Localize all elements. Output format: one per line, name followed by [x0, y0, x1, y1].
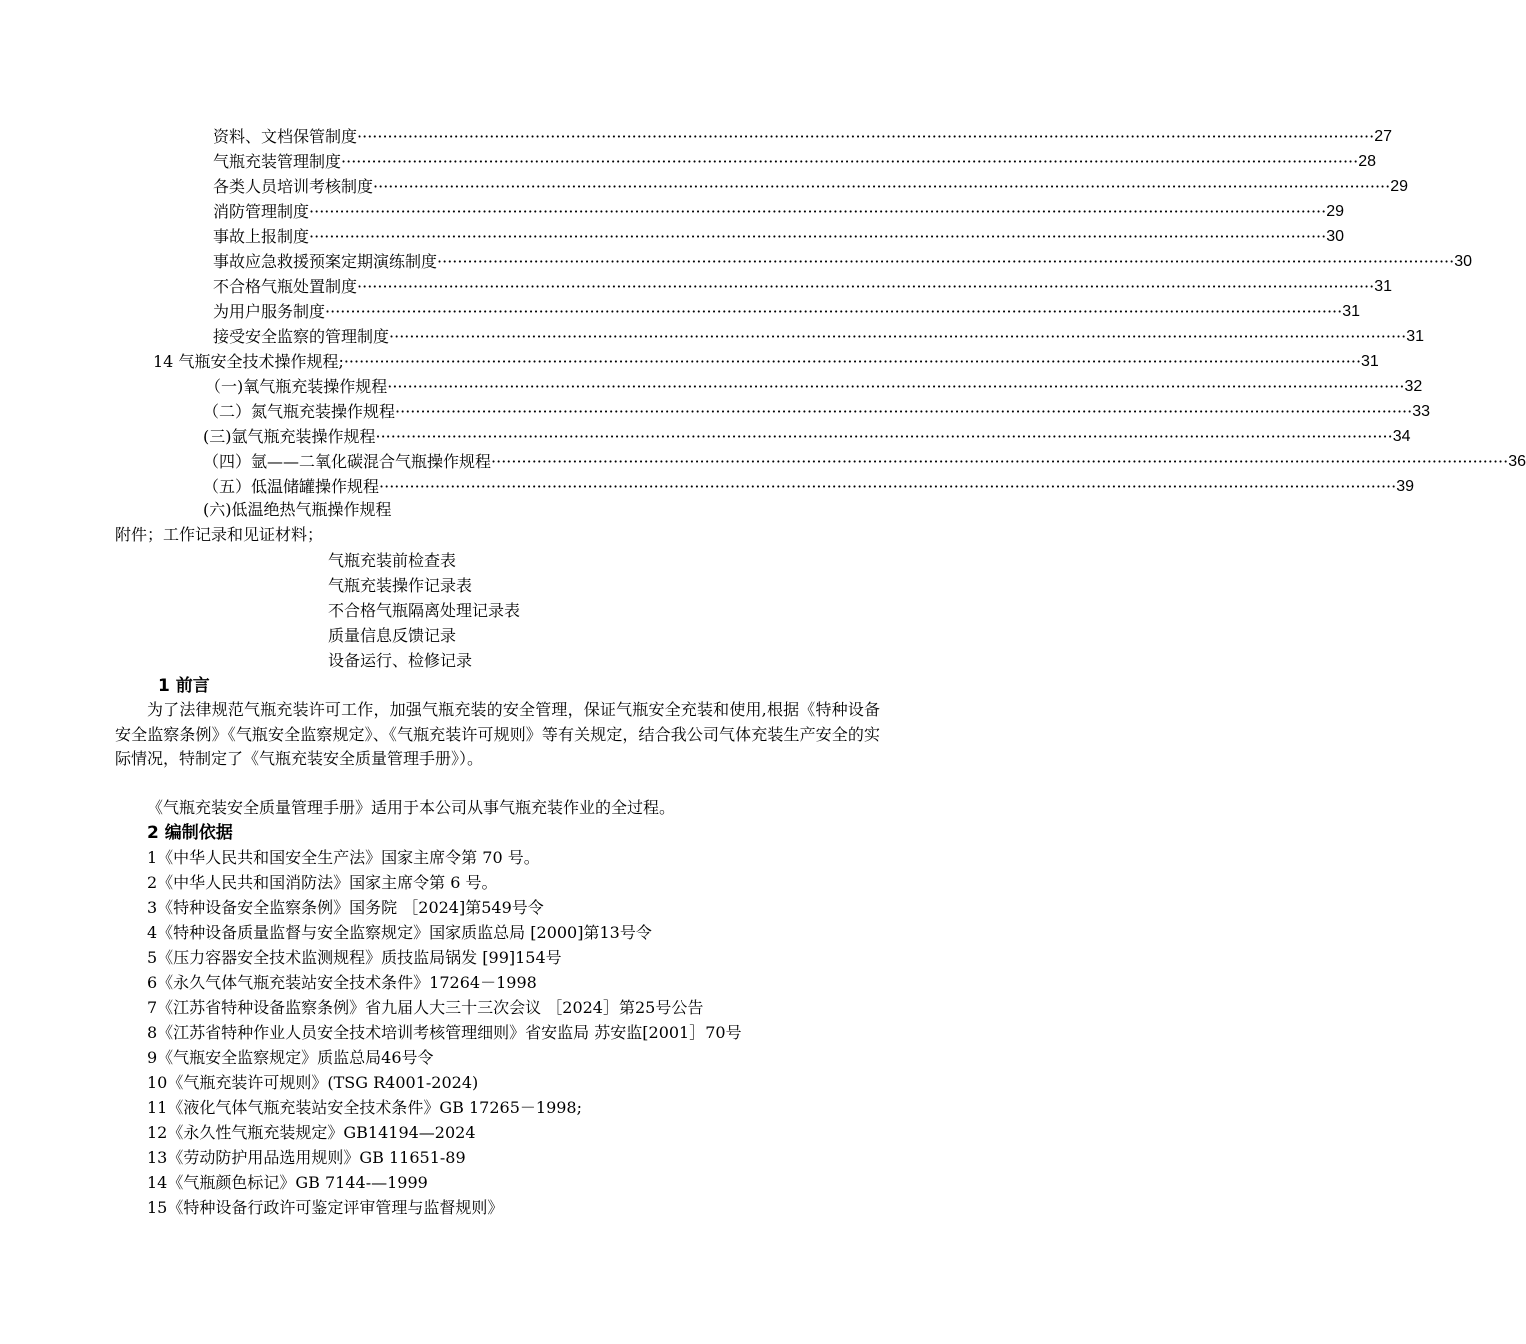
toc-item-page: 29: [1390, 178, 1408, 195]
preface-paragraph: 为了法律规范气瓶充装许可工作，加强气瓶充装的安全管理，保证气瓶安全充装和使用,根据《特种设备安全监察条例》《气瓶安全监察规定》、《气瓶充装许可规则》等有关规定，结合我公司气体充装生产安全的实际情况，特制定了《气瓶充装安全质量管理手册》）。: [115, 700, 880, 768]
toc-item: [213, 126, 1392, 148]
toc-leader-dots: ········································································································································································································: [341, 152, 1359, 171]
toc-item-label: 不合格气瓶处置制度: [213, 277, 358, 296]
toc-item-page: 31: [1342, 303, 1360, 320]
toc-leader-dots: ········································································································································································································: [389, 327, 1407, 346]
toc-item: [213, 301, 1360, 323]
toc-item: [203, 401, 1430, 423]
basis-item: 8《江苏省特种作业人员安全技术培训考核管理细则》省安监局 苏安监[2001］70号: [147, 1023, 742, 1042]
attachment-item: 质量信息反馈记录: [328, 626, 457, 645]
toc-item-label: 14 气瓶安全技术操作规程;: [153, 352, 344, 371]
toc-item: [213, 151, 1376, 173]
basis-item: 5《压力容器安全技术监测规程》质技监局锅发 [99]154号: [147, 948, 562, 967]
toc-item: [213, 276, 1392, 298]
toc-leader-dots: ········································································································································································································: [379, 477, 1397, 496]
toc-leader-dots: ········································································································································································································: [357, 127, 1375, 146]
toc-item-label: （四）氩——二氧化碳混合气瓶操作规程: [203, 452, 492, 471]
toc-leader-dots: ········································································································································································································: [395, 402, 1413, 421]
basis-item: 1《中华人民共和国安全生产法》国家主席令第 70 号。: [147, 848, 540, 867]
toc-item: [213, 201, 1344, 223]
toc-item: [213, 251, 1472, 273]
toc-leader-dots: ········································································································································································································: [309, 202, 1327, 221]
toc-item-page: 32: [1404, 378, 1423, 395]
toc-leader-dots: ········································································································································································································: [309, 227, 1327, 246]
toc-item-page: 36: [1508, 453, 1526, 470]
toc-item-label: （五）低温储罐操作规程: [203, 477, 380, 496]
toc-item: [203, 451, 1526, 473]
toc-leader-dots: ········································································································································································································: [437, 252, 1455, 271]
toc-item: [203, 476, 1414, 498]
toc-item: [213, 176, 1408, 198]
toc-item-page: 28: [1358, 153, 1376, 170]
toc-item-label: 事故上报制度: [213, 227, 310, 246]
toc-item: [213, 326, 1424, 348]
basis-item: 10《气瓶充装许可规则》(TSG R4001-2024): [147, 1073, 479, 1092]
toc-item-label: (三)氩气瓶充装操作规程: [203, 427, 376, 446]
toc-item-page: 30: [1326, 228, 1344, 245]
attachments-title: 附件；工作记录和见证材料；: [115, 525, 324, 544]
toc-item-page: 31: [1406, 328, 1424, 345]
toc-item-label: （一)氧气瓶充装操作规程: [205, 377, 388, 396]
basis-item: 14《气瓶颜色标记》GB 7144-—1999: [147, 1173, 428, 1192]
toc-item-label: 各类人员培训考核制度: [213, 177, 374, 196]
attachment-item: 气瓶充装操作记录表: [328, 576, 473, 595]
toc-item-last: (六)低温绝热气瓶操作规程: [203, 500, 392, 519]
toc-item-label: 气瓶充装管理制度: [213, 152, 342, 171]
basis-item: 7《江苏省特种设备监察条例》省九届人大三十三次会议 ［2024］第25号公告: [147, 998, 704, 1017]
toc-item-label: 资料、文档保管制度: [213, 127, 358, 146]
toc-leader-dots: ········································································································································································································: [373, 177, 1391, 196]
toc-item-page: 31: [1374, 278, 1392, 295]
preface-heading: 1 前言: [158, 676, 210, 696]
toc-leader-dots: ········································································································································································································: [491, 452, 1509, 471]
toc-leader-dots: ········································································································································································································: [343, 352, 1362, 371]
attachment-item: 设备运行、检修记录: [328, 651, 473, 670]
basis-item: 4《特种设备质量监督与安全监察规定》国家质监总局 [2000]第13号令: [147, 923, 652, 942]
toc-item-label: （二）氮气瓶充装操作规程: [203, 402, 396, 421]
basis-item: 13《劳动防护用品选用规则》GB 11651-89: [147, 1148, 466, 1167]
basis-item: 3《特种设备安全监察条例》国务院 ［2024]第549号令: [147, 898, 544, 917]
preface-paragraph: 《气瓶充装安全质量管理手册》适用于本公司从事气瓶充装作业的全过程。: [147, 798, 676, 817]
toc-leader-dots: ········································································································································································································: [325, 302, 1343, 321]
basis-item: 15《特种设备行政许可鉴定评审管理与监督规则》: [147, 1198, 504, 1217]
toc-item-label: 为用户服务制度: [213, 302, 326, 321]
toc-leader-dots: ········································································································································································································: [357, 277, 1375, 296]
toc-item-page: 27: [1374, 128, 1392, 145]
basis-item: 9《气瓶安全监察规定》质监总局46号令: [147, 1048, 434, 1067]
attachment-item: 不合格气瓶隔离处理记录表: [328, 601, 521, 620]
toc-item: [203, 426, 1411, 448]
toc-item-page: 33: [1412, 403, 1430, 420]
basis-item: 11《液化气体气瓶充装站安全技术条件》GB 17265－1998;: [147, 1098, 582, 1117]
basis-item: 2《中华人民共和国消防法》国家主席令第 6 号。: [147, 873, 498, 892]
toc-item-page: 30: [1454, 253, 1472, 270]
toc-item: [205, 376, 1423, 398]
toc-item-page: 29: [1326, 203, 1344, 220]
toc-item-page: 31: [1361, 353, 1379, 370]
toc-item: [153, 351, 1379, 373]
toc-leader-dots: ········································································································································································································: [387, 377, 1405, 396]
toc-item-label: 消防管理制度: [213, 202, 310, 221]
attachment-item: 气瓶充装前检查表: [328, 551, 457, 570]
toc-leader-dots: ········································································································································································································: [375, 427, 1393, 446]
toc-item: [213, 226, 1344, 248]
basis-item: 12《永久性气瓶充装规定》GB14194—2024: [147, 1123, 476, 1142]
toc-item-page: 39: [1396, 478, 1414, 495]
basis-item: 6《永久气体气瓶充装站安全技术条件》17264－1998: [147, 973, 537, 992]
toc-item-label: 接受安全监察的管理制度: [213, 327, 390, 346]
basis-heading: 2 编制依据: [147, 823, 233, 843]
toc-item-page: 34: [1392, 428, 1411, 445]
toc-item-label: 事故应急救援预案定期演练制度: [213, 252, 438, 271]
